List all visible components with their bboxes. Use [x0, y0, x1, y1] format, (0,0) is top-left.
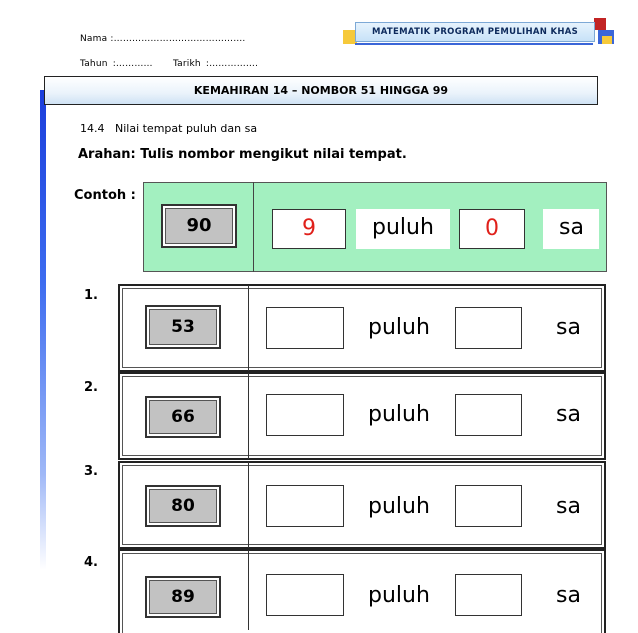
name-field-label: Nama :…………………………………….	[80, 34, 246, 44]
badge-underline	[355, 43, 593, 45]
tens-word: puluh	[368, 315, 430, 340]
ones-answer-box[interactable]	[455, 485, 522, 527]
example-number-box: 90	[161, 204, 237, 248]
example-tens-box: 9	[272, 209, 346, 249]
instruction: Arahan: Tulis nombor mengikut nilai tempat.	[78, 147, 407, 162]
question-divider	[248, 550, 249, 630]
side-accent-bar	[40, 90, 46, 570]
page-title: KEMAHIRAN 14 – NOMBOR 51 HINGGA 99	[44, 76, 598, 105]
question-number-box: 53	[145, 305, 221, 349]
question-label: 4.	[84, 555, 98, 570]
tens-answer-box[interactable]	[266, 485, 344, 527]
question-number-box: 66	[145, 396, 221, 438]
question-divider	[248, 462, 249, 548]
tens-answer-box[interactable]	[266, 307, 344, 349]
question-number-box: 80	[145, 485, 221, 527]
tens-answer-box[interactable]	[266, 574, 344, 616]
tens-word: puluh	[368, 402, 430, 427]
question-number-box: 89	[145, 576, 221, 618]
tens-word: puluh	[368, 494, 430, 519]
decor-square-yellow-2	[602, 36, 612, 44]
question-divider	[248, 373, 249, 459]
question-label: 3.	[84, 464, 98, 479]
example-ones-word: sa	[559, 215, 584, 240]
question-label: 1.	[84, 288, 98, 303]
ones-word: sa	[556, 583, 581, 608]
question-label: 2.	[84, 380, 98, 395]
example-divider	[253, 182, 254, 272]
example-label: Contoh :	[74, 188, 136, 203]
ones-word: sa	[556, 315, 581, 340]
tens-word: puluh	[368, 583, 430, 608]
ones-word: sa	[556, 494, 581, 519]
example-tens-word: puluh	[372, 215, 434, 240]
ones-answer-box[interactable]	[455, 394, 522, 436]
ones-word: sa	[556, 402, 581, 427]
example-ones-box: 0	[459, 209, 525, 249]
ones-answer-box[interactable]	[455, 574, 522, 616]
decor-square-red	[594, 18, 606, 30]
subtitle: 14.4 Nilai tempat puluh dan sa	[80, 122, 258, 135]
program-badge: MATEMATIK PROGRAM PEMULIHAN KHAS	[355, 22, 595, 42]
ones-answer-box[interactable]	[455, 307, 522, 349]
date-field-label: Tahun :………… Tarikh :…………….	[80, 59, 259, 69]
question-divider	[248, 285, 249, 371]
tens-answer-box[interactable]	[266, 394, 344, 436]
